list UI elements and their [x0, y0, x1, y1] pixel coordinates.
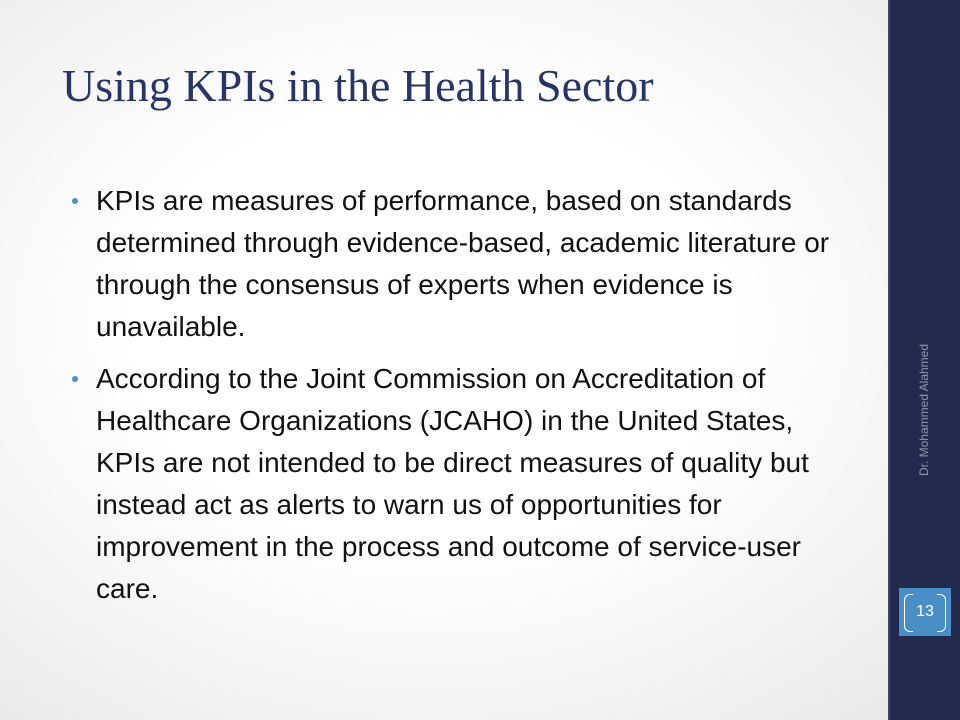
- page-number-badge: [899, 588, 951, 636]
- bullet-item: [72, 358, 842, 610]
- bullet-dot-icon: [72, 198, 78, 204]
- author-footer: Dr. Mohammed Alahmed: [917, 343, 931, 477]
- bullet-item: [72, 180, 842, 348]
- slide-title: Using KPIs in the Health Sector: [62, 60, 654, 111]
- bullet-list: [72, 180, 842, 620]
- bullet-dot-icon: [72, 376, 78, 382]
- bullet-text: KPIs are measures of performance, based on standards determined through evidence-based, academic literature or through the consensus of experts when evidence is unavailable.: [96, 185, 830, 342]
- sidebar-stripe: [888, 0, 890, 720]
- page-number: 13: [916, 603, 934, 620]
- bullet-text: According to the Joint Commission on Accreditation of Healthcare Organizations (JCAHO) in the United States, KPIs are not intended to be direct measures of quality but instead act as alerts to warn us of opportunities for improvement in the process and outcome of service-user care.: [96, 363, 809, 604]
